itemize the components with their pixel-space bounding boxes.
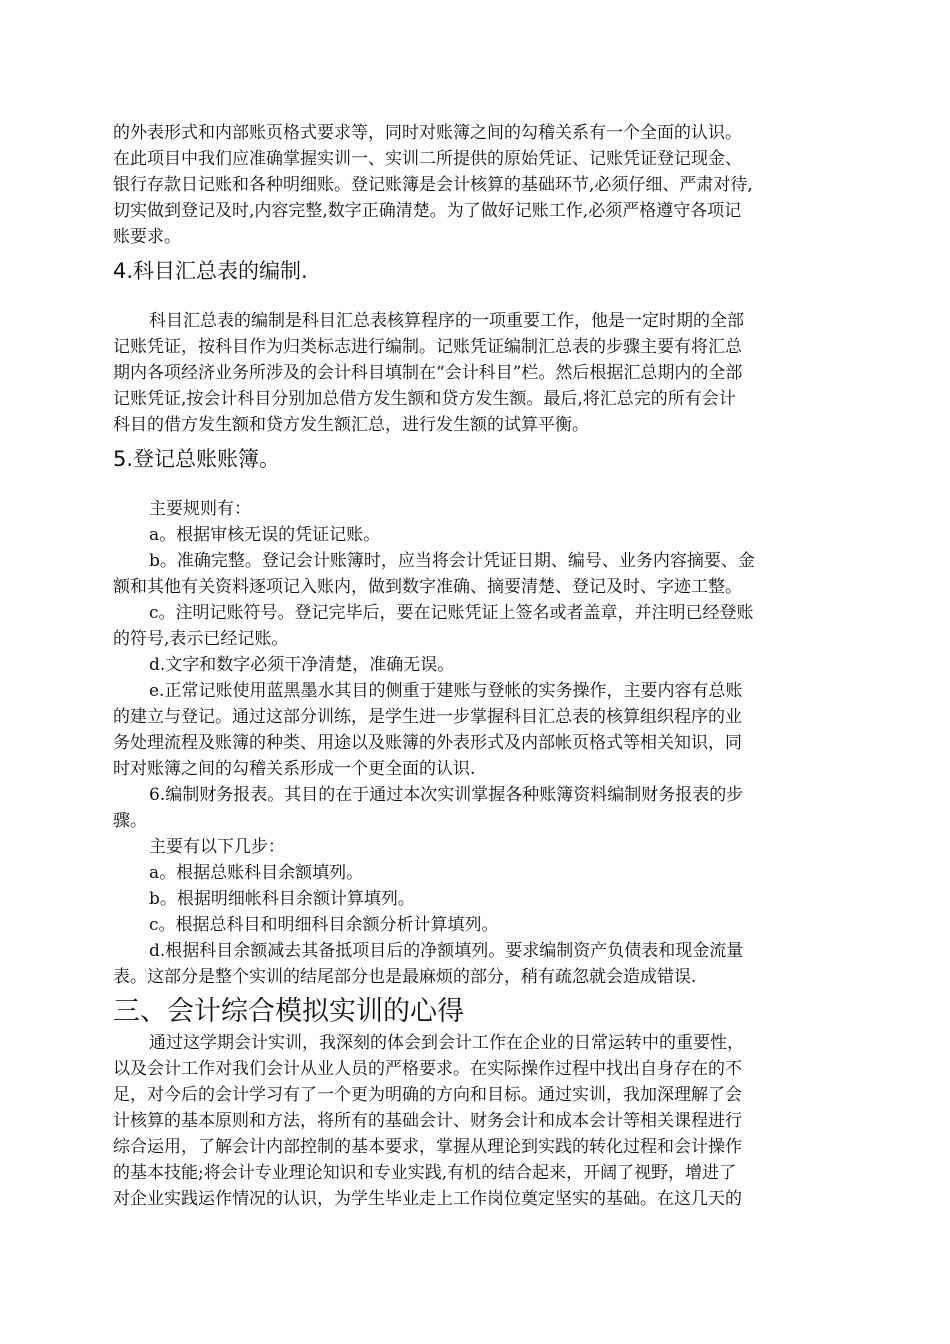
text-line: 的外表形式和内部账页格式要求等，同时对账簿之间的勾稽关系有一个全面的认识。 — [113, 123, 742, 143]
section-4-heading: 4.科目汇总表的编制. — [113, 259, 308, 283]
text-line: 记账凭证，按科目作为归类标志进行编制。记账凭证编制汇总表的步骤主要有将汇总 — [113, 337, 742, 357]
text-line: 的建立与登记。通过这部分训练，是学生进一步掌握科目汇总表的核算组织程序的业 — [113, 707, 742, 727]
text-line: c。根据总科目和明细科目余额分析计算填列。 — [149, 915, 499, 935]
text-line: d.根据科目余额减去其备抵项目后的净额填列。要求编制资产负债表和现金流量 — [149, 941, 744, 961]
text-line: 表。这部分是整个实训的结尾部分也是最麻烦的部分，稍有疏忽就会造成错误. — [113, 967, 697, 987]
text-line: c。注明记账符号。登记完毕后，要在记账凭证上签名或者盖章，并注明已经登账 — [149, 603, 754, 623]
text-line: a。根据总账科目余额填列。 — [149, 863, 364, 883]
section-3-body — [113, 1030, 861, 1212]
section-4-paragraph — [113, 308, 861, 438]
text-line: b。准确完整。登记会计账簿时，应当将会计凭证日期、编号、业务内容摘要、金 — [149, 551, 755, 571]
text-line: 6.编制财务报表。其目的在于通过本次实训掌握各种账簿资料编制财务报表的步 — [149, 785, 744, 805]
section-5-heading: 5.登记总账账簿。 — [113, 447, 281, 471]
section-5-body — [113, 496, 861, 990]
document-page — [113, 120, 861, 1212]
text-line: 对企业实践运作情况的认识，为学生毕业走上工作岗位奠定坚实的基础。在这几天的 — [113, 1189, 742, 1209]
text-line: 主要有以下几步： — [149, 837, 285, 857]
text-line: 以及会计工作对我们会计从业人员的严格要求。在实际操作过程中找出自身存在的不 — [113, 1059, 742, 1079]
text-line: 账要求。 — [113, 227, 181, 247]
text-line: 银行存款日记账和各种明细账。登记账簿是会计核算的基础环节,必须仔细、严肃对待, — [113, 175, 753, 195]
text-line: 在此项目中我们应准确掌握实训一、实训二所提供的原始凭证、记账凭证登记现金、 — [113, 149, 742, 169]
text-line: e.正常记账使用蓝黑墨水其目的侧重于建账与登帐的实务操作，主要内容有总账 — [149, 681, 743, 701]
text-line: a。根据审核无误的凭证记账。 — [149, 525, 381, 545]
text-line: 的符号,表示已经记账。 — [113, 629, 289, 649]
section-3-heading: 三、会计综合模拟实训的心得 — [113, 996, 464, 1027]
text-line: 科目的借方发生额和贷方发生额汇总，进行发生额的试算平衡。 — [113, 415, 589, 435]
text-line: b。根据明细帐科目余额计算填列。 — [149, 889, 415, 909]
text-line: 足，对今后的会计学习有了一个更为明确的方向和目标。通过实训，我加深理解了会 — [113, 1085, 742, 1105]
text-line: 主要规则有： — [149, 499, 251, 519]
text-line: 务处理流程及账簿的种类、用途以及账簿的外表形式及内部帐页格式等相关知识，同 — [113, 733, 742, 753]
text-line: 骤。 — [113, 811, 147, 831]
text-line: 通过这学期会计实训，我深刻的体会到会计工作在企业的日常运转中的重要性， — [149, 1033, 744, 1053]
text-line: 记账凭证,按会计科目分别加总借方发生额和贷方发生额。最后,将汇总完的所有会计 — [113, 389, 736, 409]
text-line: 额和其他有关资料逐项记入账内，做到数字准确、摘要清楚、登记及时、字迹工整。 — [113, 577, 742, 597]
paragraph-top — [113, 120, 861, 250]
text-line: 切实做到登记及时,内容完整,数字正确清楚。为了做好记账工作,必须严格遵守各项记 — [113, 201, 742, 221]
text-line: 的基本技能;将会计专业理论知识和专业实践,有机的结合起来，开阔了视野，增进了 — [113, 1163, 737, 1183]
text-line: 时对账簿之间的勾稽关系形成一个更全面的认识. — [113, 759, 476, 779]
text-line: 计核算的基本原则和方法，将所有的基础会计、财务会计和成本会计等相关课程进行 — [113, 1111, 742, 1131]
text-line: 综合运用，了解会计内部控制的基本要求，掌握从理论到实践的转化过程和会计操作 — [113, 1137, 742, 1157]
text-line: d.文字和数字必须干净清楚，准确无误。 — [149, 655, 455, 675]
text-line: 科目汇总表的编制是科目汇总表核算程序的一项重要工作，他是一定时期的全部 — [149, 311, 744, 331]
text-line: 期内各项经济业务所涉及的会计科目填制在“会计科目”栏。然后根据汇总期内的全部 — [113, 363, 743, 383]
